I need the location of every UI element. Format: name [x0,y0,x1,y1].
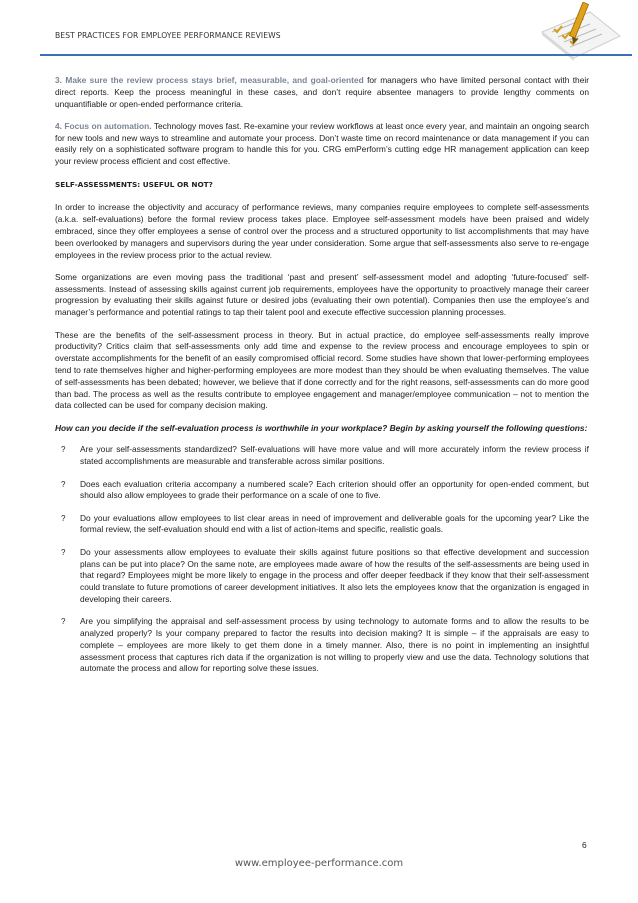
question-text: Do your evaluations allow employees to list clear areas in need of improvement and deliverable goals for the upcoming year? Like the formal review, the self-evaluation should end with a list of action-items and specific, realistic goals. [80,512,589,535]
section-heading: SELF-ASSESSMENTS: USEFUL OR NOT? [55,179,213,189]
list-item [55,616,589,675]
list-item [55,547,589,606]
questions-list [55,444,589,675]
document-header-title: BEST PRACTICES FOR EMPLOYEE PERFORMANCE REVIEWS [55,31,281,40]
checklist-pencil-icon [538,2,624,62]
question-text: Are you simplifying the appraisal and self-assessment process by using technology to automate forms and to allow the results to be analyzed properly? Is your company prepared to factor the results into decision making? It is simple – if the appraisals are easy to complete – employees are more likely to get them done in a timely manner. Also, there is no point in implementing an insightful assessment process that captures rich data if the organization is not willing to properly view and use the data. Technology solutions that automate the process and allow for reporting solve these issues. [80,616,589,674]
questions-intro: How can you decide if the self-evaluation process is worthwhile in your workplace? Begin by asking yourself the following questions: [55,422,588,433]
bullet-icon: ? [61,547,66,557]
best-practice-3-lead: 3. Make sure the review process stays brief, measurable, and goal-oriented [55,75,364,85]
bullet-icon: ? [61,479,66,489]
list-item [55,513,589,537]
best-practice-4-body: Technology moves fast. Re-examine your review workflows at least once every year, and maintain an ongoing search for new tools and new ways to streamline and automate your process. Don’t waste time on record maintenance or data management if you can easily rely on a sophisticated software program to handle this for you. CRG emPerform’s cutting edge HR management application can keep your review process efficient and cost effective. [55,120,589,167]
bullet-icon: ? [61,445,66,455]
bullet-icon: ? [61,513,66,523]
section-paragraph: In order to increase the objectivity and accuracy of performance reviews, many companies require employees to complete self-assessments (a.k.a. self-evaluations) before the formal review process takes place. Employee self-assessment models have been praised and widely embraced, since they offer employees a sense of control over the process and a structured opportunity to list accomplishments that may have been overlooked by managers and supervisors during the year under consideration. Some argue that self-assessments also serve to re-engage employees in the review process prior to the actual review. [55,202,589,260]
best-practice-4 [55,121,589,168]
question-text: Does each evaluation criteria accompany a numbered scale? Each criterion should offer an opportunity for open-ended comment, but should also allow employees to grade their performance on a scale of one to five. [80,478,589,501]
bullet-icon: ? [61,617,66,627]
best-practice-4-lead: 4. Focus on automation. [55,120,152,131]
question-text: Do your assessments allow employees to evaluate their skills against future positions so that effective development and succession plans can be put into place? On the same note, are employees made aware of how the results of the self-assessments are being used in that regard? Employees might be more likely to engage in the process and offer deeper feedback if they know that their self-assessment could translate to future promotions of career development initiatives. It also lets the employees know that the organization is engaged in developing their careers. [80,546,589,604]
best-practice-3 [55,75,589,110]
page-number: 6 [582,840,587,850]
list-item [55,444,589,468]
section-paragraph: Some organizations are even moving pass the traditional ‘past and present’ self-assessment model and adopting ‘future-focused’ self-assessments. Instead of assessing skills against current job requirements, employees have the opportunity to proactively manage their career progression by evaluating their skills against future or desired jobs (evaluating their own potential). Companies then use the employee’s and manager’s performance and potential ratings to tap their talent pool and execute effective succession planning processes. [55,271,589,318]
list-item [55,479,589,503]
section-paragraph: These are the benefits of the self-assessment process in theory. But in actual practice, do employee self-assessments really improve productivity? Critics claim that self-assessments only add time and expense to the review process and encourage employees to spin or overstate accomplishments for the benefit of an easily compromised official record. Some studies have shown that lower-performing employees tend to rate themselves higher and higher-performing employees are more modest than they should be when evaluating themselves. The value of self-assessments has been debated; however, we believe that if done correctly and for the right reasons, self-assessments can do more good than bad. The process as well as the results contribute to employee engagement and manager/employee communication – not to mention the data collected can be used for company decision making. [55,329,589,411]
best-practice-3-body: for managers who have limited personal contact with their direct reports. Keep the process meaningful in these cases, and don’t require absentee managers to provide lengthy comments on unquantifiable or open-ended performance criteria. [55,75,590,109]
question-text: Are your self-assessments standardized? Self-evaluations will have more value and will more accurately inform the review process if stated accomplishments are measurable and transferable across similar positions. [80,444,589,467]
footer-url: www.employee-performance.com [234,858,404,869]
page-content [55,75,589,686]
header-divider [40,54,632,56]
